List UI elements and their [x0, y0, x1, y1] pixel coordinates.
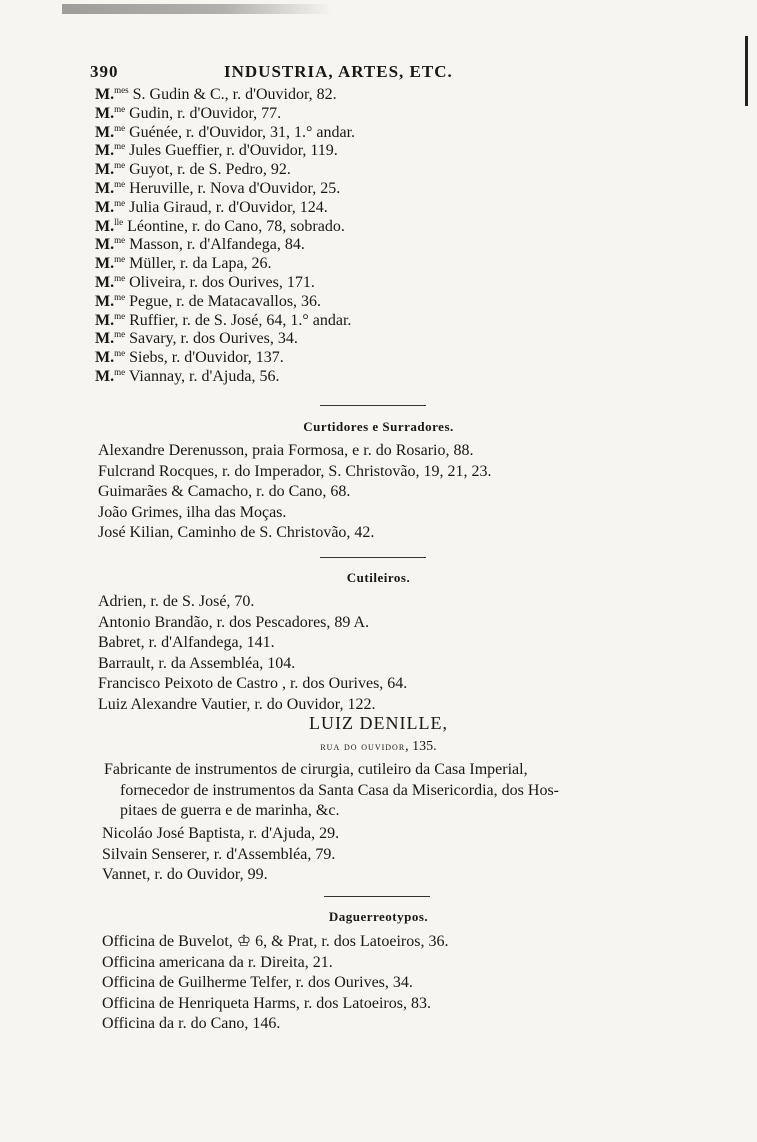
- list-item: Silvain Senserer, r. d'Assembléa, 79.: [102, 845, 336, 863]
- section-rule: [324, 896, 430, 897]
- page-number: 390: [90, 62, 119, 81]
- section-rule: [320, 405, 426, 406]
- list-item: Guimarães & Camacho, r. do Cano, 68.: [98, 483, 351, 500]
- list-item: Antonio Brandão, r. dos Pescadores, 89 A.: [98, 613, 370, 631]
- page-header: [90, 62, 530, 86]
- section-heading-cutileiros: Cutileiros.: [346, 570, 411, 585]
- list-item: Francisco Peixoto de Castro , r. dos Ourives, 64.: [98, 675, 408, 692]
- list-item: M.$^{me}$ Julia Giraud, r. d'Ouvidor, 124.: [95, 197, 328, 216]
- section-rule: [320, 557, 426, 558]
- list-item: Fulcrand Rocques, r. do Imperador, S. Christovão, 19, 21, 23.: [98, 462, 492, 480]
- advertisement-address: rua do ouvidor, 135.: [320, 739, 437, 754]
- list-item: M.$^{me}$ Heruville, r. Nova d'Ouvidor, 25.: [95, 178, 341, 197]
- scan-artifact-top: [62, 4, 332, 14]
- list-item: Officina da r. do Cano, 146.: [102, 1015, 281, 1032]
- list-item: M.$^{lle}$ Léontine, r. do Cano, 78, sobrado.: [95, 216, 345, 235]
- running-title: INDUSTRIA, ARTES, ETC.: [224, 62, 453, 81]
- list-item: M.$^{me}$ Guyot, r. de S. Pedro, 92.: [95, 160, 291, 179]
- section-heading-daguerreotypos: Daguerreotypos.: [328, 909, 429, 924]
- list-item: Officina de Henriqueta Harms, r. dos Latoeiros, 83.: [102, 994, 431, 1012]
- list-item: M.$^{me}$ Savary, r. dos Ourives, 34.: [95, 329, 298, 348]
- list-item: M.$^{me}$ Müller, r. da Lapa, 26.: [95, 254, 272, 273]
- list-item: M.$^{me}$ Viannay, r. d'Ajuda, 56.: [95, 366, 280, 385]
- list-item: Alexandre Derenusson, praia Formosa, e r. do Rosario, 88.: [98, 442, 474, 459]
- cutileiros-list-continued: [102, 824, 722, 886]
- advertisement-text: Fabricante de instrumentos de cirurgia, cutileiro da Casa Imperial, fornecedor de instrumentos da Santa Casa da Misericordia, dos Hos- pitaes de guerra e de marinha, &c.: [104, 761, 559, 819]
- list-item: Adrien, r. de S. José, 70.: [98, 593, 255, 610]
- list-item: M.$^{me}$ Pegue, r. de Matacavallos, 36.: [95, 291, 322, 310]
- list-item: Luiz Alexandre Vautier, r. do Ouvidor, 122.: [98, 695, 376, 713]
- list-item: Officina americana da r. Direita, 21.: [102, 953, 333, 971]
- list-item: Officina de Guilherme Telfer, r. dos Ourives, 34.: [102, 974, 413, 991]
- modistes-list: [95, 86, 695, 387]
- section-heading-curtidores: Curtidores e Surradores.: [303, 419, 454, 434]
- advertisement-name: LUIZ DENILLE,: [309, 713, 448, 733]
- cutileiros-list: [98, 592, 718, 715]
- list-item: Nicoláo José Baptista, r. d'Ajuda, 29.: [102, 825, 340, 842]
- list-item: M.$^{me}$ Jules Gueffier, r. d'Ouvidor, 119.: [95, 141, 338, 160]
- list-item: M.$^{me}$ Gudin, r. d'Ouvidor, 77.: [95, 103, 282, 122]
- list-item: M.$^{me}$ Oliveira, r. dos Ourives, 171.: [95, 272, 315, 291]
- scan-artifact-right-rule: [745, 36, 748, 106]
- list-item: João Grimes, ilha das Moças.: [98, 503, 287, 521]
- list-item: M.$^{me}$ Masson, r. d'Alfandega, 84.: [95, 235, 305, 254]
- daguerreotypos-list: [102, 932, 722, 1035]
- list-item: José Kilian, Caminho de S. Christovão, 42.: [98, 524, 375, 541]
- list-item: Barrault, r. da Assembléa, 104.: [98, 654, 296, 672]
- list-item: Officina de Buvelot, ♔ 6, & Prat, r. dos Latoeiros, 36.: [102, 933, 449, 950]
- list-item: Vannet, r. do Ouvidor, 99.: [102, 866, 268, 883]
- list-item: M.$^{me}$ Guénée, r. d'Ouvidor, 31, 1.° andar.: [95, 122, 356, 141]
- list-item: Babret, r. d'Alfandega, 141.: [98, 634, 275, 651]
- list-item: M.$^{me}$ Siebs, r. d'Ouvidor, 137.: [95, 348, 284, 367]
- list-item: M.$^{me}$ Ruffier, r. de S. José, 64, 1.° andar.: [95, 310, 352, 329]
- list-item: M.$^{mes}$ S. Gudin & C., r. d'Ouvidor, 82.: [95, 85, 337, 103]
- curtidores-list: [98, 441, 718, 544]
